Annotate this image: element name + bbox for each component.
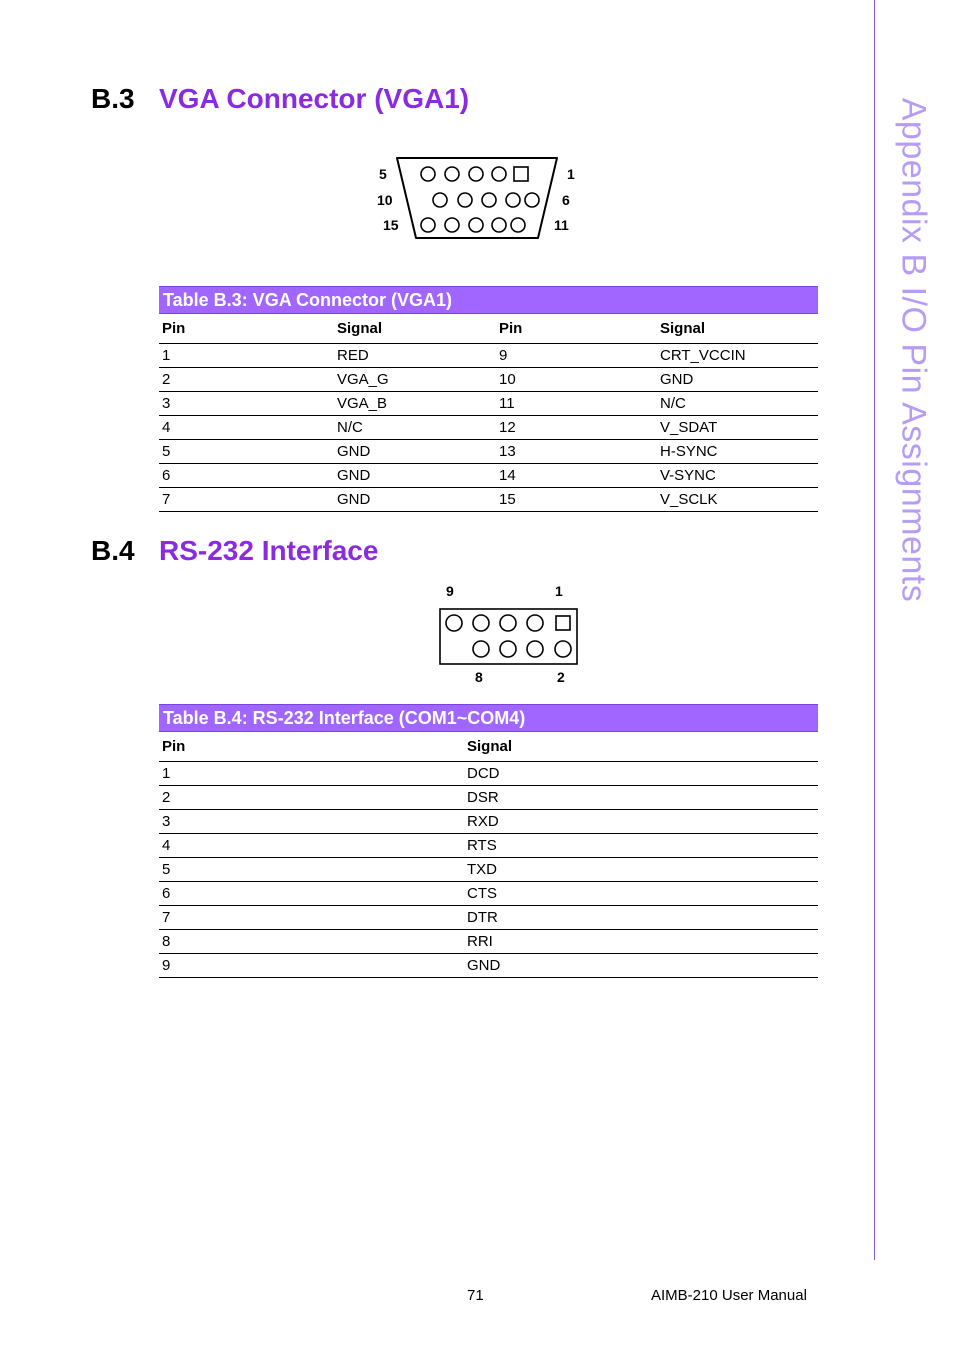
table-cell: 3 (159, 392, 334, 416)
table-cell: 9 (496, 344, 657, 368)
table-cell: 6 (159, 882, 464, 906)
column-header: Pin (159, 314, 334, 344)
table-row (159, 392, 818, 416)
table-cell: 7 (159, 906, 464, 930)
table-caption: Table B.4: RS-232 Interface (COM1~COM4) (159, 704, 818, 732)
vga-pin-label: 1 (567, 166, 575, 182)
table-cell: 13 (496, 440, 657, 464)
table-row (159, 834, 818, 858)
vga-pin-label: 15 (383, 217, 399, 233)
table-cell: 4 (159, 834, 464, 858)
table-cell: RED (334, 344, 496, 368)
table-cell: VGA_B (334, 392, 496, 416)
table-row (159, 858, 818, 882)
table-cell: RXD (464, 810, 818, 834)
vga-pin-label: 5 (379, 166, 387, 182)
table-cell: V_SDAT (657, 416, 818, 440)
table-cell: DTR (464, 906, 818, 930)
table-cell: VGA_G (334, 368, 496, 392)
column-header: Pin (159, 732, 464, 762)
section-heading-rs232 (91, 535, 378, 567)
table-row (159, 930, 818, 954)
table-cell: 12 (496, 416, 657, 440)
table-caption: Table B.3: VGA Connector (VGA1) (159, 286, 818, 314)
table-cell: 15 (496, 488, 657, 512)
column-header: Pin (496, 314, 657, 344)
column-header: Signal (334, 314, 496, 344)
table-cell: CRT_VCCIN (657, 344, 818, 368)
section-number: B.3 (91, 83, 135, 114)
manual-title: AIMB-210 User Manual (651, 1287, 807, 1304)
rs232-pin-table (159, 704, 818, 978)
section-heading-vga (91, 83, 469, 115)
rs232-pin-label: 1 (555, 583, 563, 599)
table-cell: N/C (334, 416, 496, 440)
table-row (159, 762, 818, 786)
table-cell: RTS (464, 834, 818, 858)
table-row (159, 344, 818, 368)
table-cell: 2 (159, 786, 464, 810)
table-cell: DSR (464, 786, 818, 810)
rs232-pin-label: 8 (475, 669, 483, 685)
vga-pin-table (159, 286, 818, 512)
table-cell: GND (464, 954, 818, 978)
table-row (159, 416, 818, 440)
page-number: 71 (467, 1287, 484, 1304)
table-cell: 5 (159, 858, 464, 882)
table-row (159, 488, 818, 512)
table-cell: 1 (159, 762, 464, 786)
table-row (159, 786, 818, 810)
section-number: B.4 (91, 535, 135, 566)
table-cell: 7 (159, 488, 334, 512)
rs232-pin-label: 2 (557, 669, 565, 685)
vga-pin-label: 6 (562, 192, 570, 208)
table-row (159, 440, 818, 464)
vga-connector-diagram (370, 150, 590, 250)
rs232-pin-label: 9 (446, 583, 454, 599)
table-cell: 5 (159, 440, 334, 464)
section-title: VGA Connector (VGA1) (159, 83, 470, 114)
table-cell: 8 (159, 930, 464, 954)
table-cell: V_SCLK (657, 488, 818, 512)
table-row (159, 954, 818, 978)
column-header: Signal (464, 732, 818, 762)
table-cell: 3 (159, 810, 464, 834)
table-cell: 4 (159, 416, 334, 440)
vga-pin-label: 11 (554, 217, 569, 233)
table-cell: RRI (464, 930, 818, 954)
table-cell: 1 (159, 344, 334, 368)
table-cell: DCD (464, 762, 818, 786)
table-cell: CTS (464, 882, 818, 906)
appendix-sidebar-title: Appendix B I/O Pin Assignments (894, 97, 933, 603)
column-header: Signal (657, 314, 818, 344)
table-cell: 14 (496, 464, 657, 488)
table-cell: TXD (464, 858, 818, 882)
table-row (159, 810, 818, 834)
table-cell: GND (334, 464, 496, 488)
table-cell: GND (657, 368, 818, 392)
table-row (159, 368, 818, 392)
table-cell: 6 (159, 464, 334, 488)
section-title: RS-232 Interface (159, 535, 379, 566)
table-cell: GND (334, 440, 496, 464)
table-cell: V-SYNC (657, 464, 818, 488)
table-cell: H-SYNC (657, 440, 818, 464)
rs232-header-diagram (430, 578, 590, 690)
table-cell: GND (334, 488, 496, 512)
table-row (159, 906, 818, 930)
table-cell: 2 (159, 368, 334, 392)
table-cell: 11 (496, 392, 657, 416)
table-cell: N/C (657, 392, 818, 416)
table-cell: 9 (159, 954, 464, 978)
table-cell: 10 (496, 368, 657, 392)
vga-pin-label: 10 (377, 192, 393, 208)
table-row (159, 464, 818, 488)
side-divider (874, 0, 875, 1260)
table-row (159, 882, 818, 906)
